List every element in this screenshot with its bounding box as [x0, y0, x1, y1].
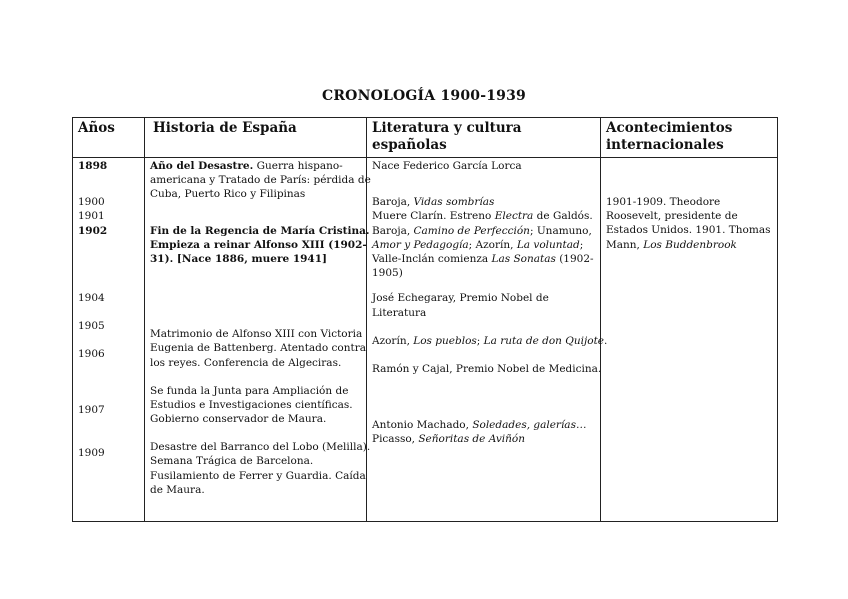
text-segment: Se funda la Junta para Ampliación de: [150, 384, 349, 397]
year-1898: 1898: [78, 160, 108, 172]
table-header-row: [73, 118, 778, 158]
literature-entry: [372, 195, 596, 280]
text-segment: Cuba, Puerto Rico y Filipinas: [150, 188, 306, 201]
literature-entry: [372, 291, 596, 319]
entry-line: [372, 195, 596, 209]
text-segment: Azorín,: [372, 334, 414, 347]
year-1902: 1902: [78, 224, 108, 237]
year-1905: 1905: [78, 320, 105, 333]
history-entry: [150, 327, 367, 370]
international-column: [601, 158, 778, 522]
text-segment: Baroja,: [372, 224, 414, 237]
text-segment: Nace Federico García Lorca: [372, 160, 522, 172]
text-segment: Baroja,: [372, 196, 414, 209]
literature-entry: [372, 159, 596, 173]
header-history: Historia de España: [145, 118, 367, 158]
history-column: [145, 158, 371, 522]
year-1906: 1906: [78, 348, 105, 361]
text-segment: 1901-1909. Theodore: [606, 196, 721, 208]
text-segment: Muere Clarín. Estreno: [372, 210, 495, 223]
text-segment: 31). [Nace 1886, muere 1941]: [150, 252, 328, 265]
text-segment: Valle-Inclán comienza: [372, 252, 492, 265]
entry-line: [372, 238, 596, 252]
entry-line: [150, 412, 362, 426]
chronology-table: [72, 117, 778, 522]
entry-line: [372, 362, 602, 376]
text-segment: Fin de la Regencia de María Cristina.: [150, 224, 370, 237]
entry-line: [150, 173, 371, 187]
entry-line: [150, 327, 362, 341]
text-segment: los reyes. Conferencia de Algeciras.: [150, 356, 342, 369]
text-segment: Gobierno conservador de Maura.: [150, 413, 327, 426]
text-segment: Picasso,: [372, 433, 419, 446]
entry-line: [372, 432, 596, 446]
entry-line: [372, 252, 596, 266]
history-entry: [150, 159, 371, 202]
text-segment: Electra: [494, 210, 534, 223]
literature-entry: [372, 334, 608, 348]
text-segment: Eugenia de Battenberg. Atentado contra: [150, 342, 367, 355]
literature-entry: [372, 362, 602, 376]
year-1904: 1904: [78, 291, 105, 304]
literature-entry: [372, 418, 596, 446]
text-segment: Año del Desastre.: [150, 160, 254, 172]
text-segment: Literatura: [372, 306, 427, 319]
entry-line: [150, 483, 362, 497]
entry-line: [372, 334, 608, 348]
entry-line: [606, 223, 773, 237]
years-column: [73, 158, 145, 522]
text-segment: Señoritas de Aviñón: [418, 433, 525, 446]
text-segment: ;: [476, 334, 484, 347]
entry-line: [372, 306, 596, 320]
history-entry: [150, 224, 370, 267]
text-segment: Soledades, galerías…: [472, 419, 587, 432]
entry-line: [150, 187, 362, 201]
entry-line: [372, 224, 596, 238]
literature-column: [367, 158, 608, 522]
year-1900: 1900: [78, 196, 105, 209]
text-segment: Antonio Machado,: [372, 419, 473, 432]
text-segment: Mann,: [606, 238, 644, 251]
entry-line: [150, 454, 362, 468]
entry-line: [150, 224, 370, 238]
year-1909: 1909: [78, 446, 105, 459]
text-segment: Matrimonio de Alfonso XIII con Victoria: [150, 328, 363, 341]
header-international: Acontecimientos internacionales: [601, 118, 778, 158]
entry-line: [150, 341, 367, 355]
text-segment: Roosevelt, presidente de: [606, 210, 738, 223]
text-segment: José Echegaray, Premio Nobel de: [372, 292, 549, 305]
entry-line: [372, 291, 596, 305]
table-body-row: [73, 158, 778, 522]
entry-line: [150, 356, 362, 370]
header-years: Años: [73, 118, 145, 158]
text-segment: de Galdós.: [533, 210, 593, 223]
text-segment: Los Buddenbrook: [643, 238, 737, 251]
entry-line: [372, 266, 596, 280]
text-segment: 1905): [372, 267, 403, 280]
text-segment: (1902-: [555, 252, 594, 265]
text-segment: Fusilamiento de Ferrer y Guardia. Caída: [150, 469, 366, 482]
text-segment: americana y Tratado de París: pérdida de: [150, 174, 371, 187]
history-entry: [150, 384, 362, 427]
entry-line: [150, 440, 371, 454]
header-literature: Literatura y cultura españolas: [367, 118, 601, 158]
text-segment: .: [604, 334, 608, 347]
year-1907: 1907: [78, 404, 105, 417]
entry-line: [150, 238, 367, 252]
text-segment: Estudios e Investigaciones científicas.: [150, 398, 353, 411]
text-segment: Las Sonatas: [491, 252, 556, 265]
text-segment: ; Azorín,: [468, 238, 517, 251]
text-segment: Los pueblos: [413, 334, 477, 347]
text-segment: Camino de Perfección: [413, 224, 530, 237]
entry-line: [150, 469, 366, 483]
international-entry: [606, 195, 773, 252]
entry-line: [606, 195, 773, 209]
history-entry: [150, 440, 371, 497]
entry-line: [372, 159, 596, 173]
entry-line: [150, 398, 362, 412]
text-segment: de Maura.: [150, 483, 205, 496]
entry-line: [606, 209, 773, 223]
entry-line: [372, 418, 596, 432]
document-title: CRONOLOGÍA 1900-1939: [322, 88, 526, 104]
text-segment: Semana Trágica de Barcelona.: [150, 455, 314, 468]
text-segment: Empieza a reinar Alfonso XIII (1902-: [150, 238, 367, 251]
text-segment: Guerra hispano-: [253, 160, 343, 172]
text-segment: ; Unamuno,: [529, 224, 592, 237]
text-segment: La ruta de don Quijote: [483, 334, 604, 347]
text-segment: Ramón y Cajal, Premio Nobel de Medicina.: [372, 362, 602, 375]
text-segment: La voluntad: [516, 238, 580, 251]
year-1901: 1901: [78, 210, 105, 223]
text-segment: Vidas sombrías: [413, 196, 495, 209]
entry-line: [372, 209, 596, 223]
entry-line: [606, 238, 773, 252]
text-segment: Desastre del Barranco del Lobo (Melilla).: [150, 441, 371, 454]
entry-line: [150, 159, 362, 173]
text-segment: ;: [579, 238, 584, 251]
text-segment: Estados Unidos. 1901. Thomas: [606, 224, 771, 237]
entry-line: [150, 252, 362, 266]
text-segment: Amor y Pedagogía: [372, 238, 469, 251]
entry-line: [150, 384, 362, 398]
